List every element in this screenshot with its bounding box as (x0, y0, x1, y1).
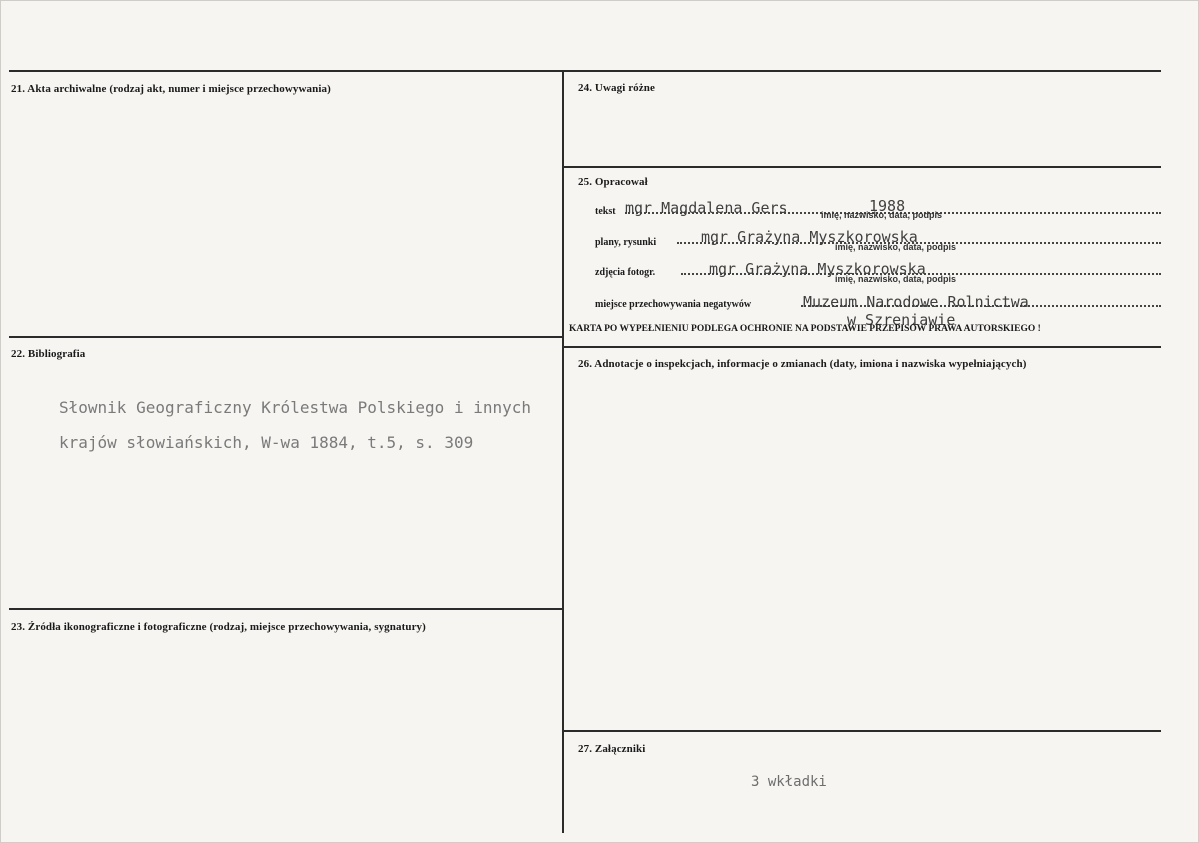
copyright-warning: KARTA PO WYPEŁNIENIU PODLEGA OCHRONIE NA PODSTAWIE PRZEPISÓW PRAWA AUTORSKIEGO ! (569, 324, 1041, 334)
rule-21-22 (9, 336, 563, 338)
negatywy-value-2: w Szreniawie (847, 311, 956, 329)
top-rule (9, 70, 1161, 72)
section-23-label: 23. Źródła ikonograficzne i fotograficzne (rodzaj, miejsce przechowywania, sygnatury) (11, 621, 426, 633)
attachments-value: 3 wkładki (751, 774, 827, 790)
section-21-label: 21. Akta archiwalne (rodzaj akt, numer i miejsce przechowywania) (11, 83, 331, 95)
negatywy-value-1: Muzeum Narodowe Rolnictwa (803, 293, 1029, 311)
zdjecia-hint: imię, nazwisko, data, podpis (835, 274, 957, 284)
section-27-label: 27. Załączniki (578, 743, 646, 755)
section-22-label: 22. Bibliografia (11, 348, 86, 360)
zdjecia-label: zdjęcia fotogr. (595, 267, 656, 278)
rule-22-23 (9, 608, 563, 610)
zdjecia-value: mgr Grażyna Myszkorowska (709, 260, 926, 278)
rule-25-26 (563, 346, 1161, 348)
tekst-year: 1988 (869, 197, 906, 215)
tekst-label: tekst (595, 206, 616, 217)
section-26-label: 26. Adnotacje o inspekcjach, informacje o zmianach (daty, imiona i nazwiska wypełniających) (578, 358, 1027, 370)
rule-24-25 (563, 166, 1161, 168)
bibliography-line-1: Słownik Geograficzny Królestwa Polskiego i innych (59, 398, 532, 417)
tekst-value: mgr Magdalena Gers (625, 199, 788, 217)
negatywy-label: miejsce przechowywania negatywów (595, 299, 752, 310)
tekst-hint: imię, nazwisko, data, podpis (821, 210, 943, 220)
section-25-label: 25. Opracował (578, 176, 648, 188)
bibliography-line-2: krajów słowiańskich, W-wa 1884, t.5, s. 309 (59, 433, 474, 452)
section-24-label: 24. Uwagi różne (578, 82, 655, 94)
plany-label: plany, rysunki (595, 237, 657, 248)
column-divider (562, 71, 564, 833)
plany-value: mgr Grażyna Myszkorowska (701, 228, 918, 246)
rule-26-27 (563, 730, 1161, 732)
plany-hint: imię, nazwisko, data, podpis (835, 242, 957, 252)
